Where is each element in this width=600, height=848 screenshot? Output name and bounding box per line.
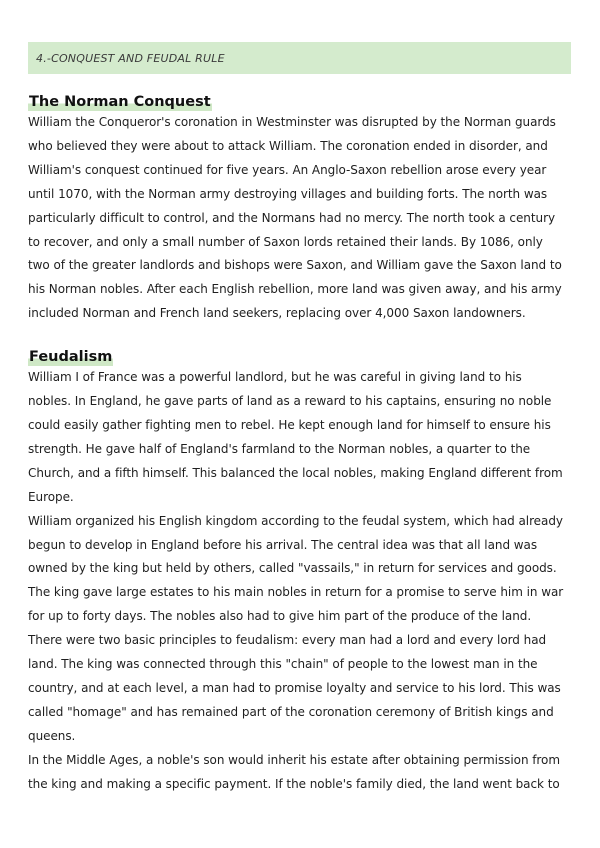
text-line: In the Middle Ages, a noble's son would inherit his estate after obtaining permission from xyxy=(28,752,560,767)
section-norman-conquest xyxy=(28,91,571,326)
text-line: his Norman nobles. After each English rebellion, more land was given away, and his army xyxy=(28,282,562,297)
text-line: Europe. xyxy=(28,489,74,504)
section-heading: The Norman Conquest xyxy=(29,94,211,110)
text-line: the king and making a specific payment. If the noble's family died, the land went back to xyxy=(28,776,560,791)
text-line: two of the greater landlords and bishops were Saxon, and William gave the Saxon land to xyxy=(28,258,562,273)
text-line: included Norman and French land seekers, replacing over 4,000 Saxon landowners. xyxy=(28,306,526,321)
paragraph xyxy=(28,749,571,797)
section-feudalism xyxy=(28,346,571,796)
text-line: William organized his English kingdom according to the feudal system, which had already xyxy=(28,513,563,528)
text-line: William's conquest continued for five years. An Anglo-Saxon rebellion arose every year xyxy=(28,162,547,177)
paragraph xyxy=(28,111,571,326)
chapter-header xyxy=(28,42,571,74)
text-line: The king gave large estates to his main nobles in return for a promise to serve him in war xyxy=(28,585,564,600)
section-heading: Feudalism xyxy=(29,349,113,366)
text-line: William I of France was a powerful landlord, but he was careful in giving land to his xyxy=(28,370,522,385)
text-line: begun to develop in England before his arrival. The central idea was that all land was xyxy=(28,537,538,552)
text-line: There were two basic principles to feudalism: every man had a lord and every lord had xyxy=(28,633,547,648)
text-line: queens. xyxy=(28,728,76,743)
text-line: called "homage" and has remained part of the coronation ceremony of British kings and xyxy=(28,704,554,719)
text-line: Church, and a fifth himself. This balanced the local nobles, making England different from xyxy=(28,465,563,480)
text-line: particularly difficult to control, and the Normans had no mercy. The north took a century xyxy=(28,210,556,225)
paragraph xyxy=(28,366,571,509)
text-line: William the Conqueror's coronation in Westminster was disrupted by the Norman guards xyxy=(28,115,556,129)
text-line: nobles. In England, he gave parts of land as a reward to his captains, ensuring no noble xyxy=(28,394,552,409)
text-line: for up to forty days. The nobles also had to give him part of the produce of the land. xyxy=(28,609,532,624)
text-line: land. The king was connected through this "chain" of people to the lowest man in the xyxy=(28,657,538,672)
text-line: to recover, and only a small number of Saxon lords retained their lands. By 1086, only xyxy=(28,234,543,249)
paragraph xyxy=(28,510,571,749)
text-line: until 1070, with the Norman army destroying villages and building forts. The north was xyxy=(28,186,548,201)
document-page xyxy=(28,42,571,796)
chapter-title: 4.-CONQUEST AND FEUDAL RULE xyxy=(36,52,225,65)
text-line: country, and at each level, a man had to promise loyalty and service to his lord. This was xyxy=(28,680,561,695)
text-line: could easily gather fighting men to rebel. He kept enough land for himself to ensure his xyxy=(28,417,551,432)
text-line: owned by the king but held by others, called "vassails," in return for services and goods. xyxy=(28,561,557,576)
text-line: who believed they were about to attack William. The coronation ended in disorder, and xyxy=(28,138,548,153)
text-line: strength. He gave half of England's farmland to the Norman nobles, a quarter to the xyxy=(28,441,531,456)
